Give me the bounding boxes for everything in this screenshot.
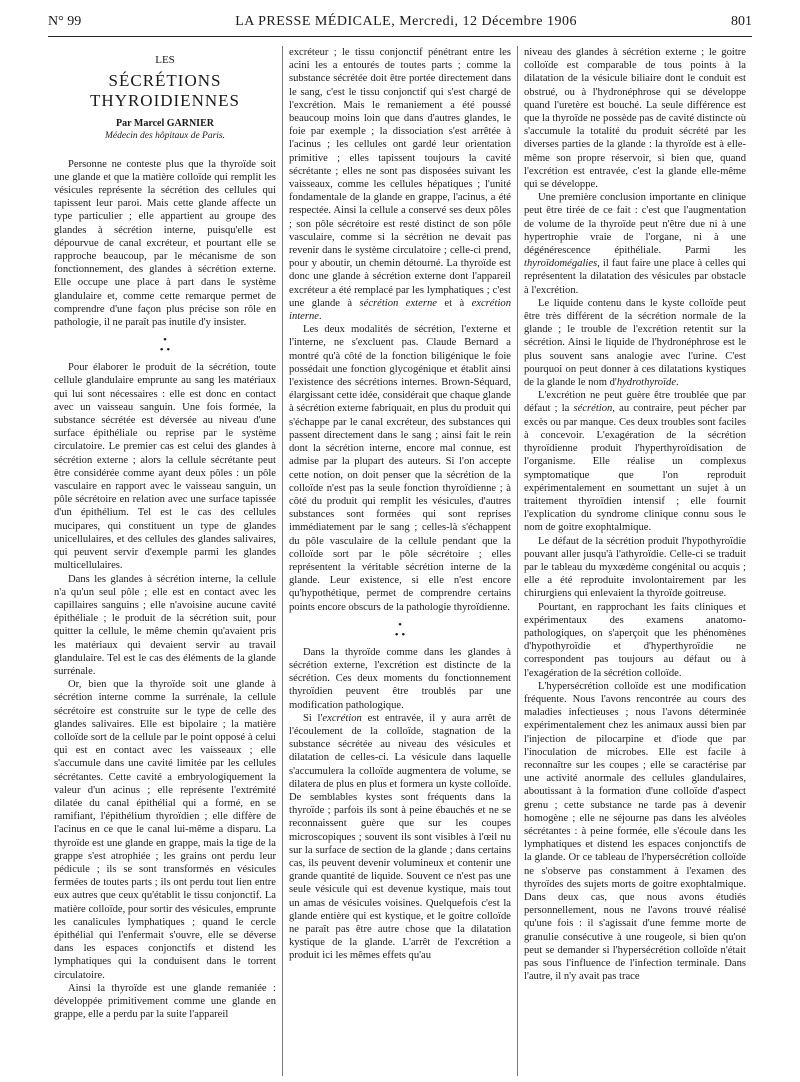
text-run: Une première conclusion importante en clinique peut être tirée de ce fait : c'est que l'augmentation de volume de la thyroïde peut n'être due ni à une hypertrophie vraie de l'organe, ni à une dégénérescence épithéliale. Parmi les bbox=[524, 192, 746, 257]
text-run: . bbox=[319, 311, 322, 323]
paragraph: Pourtant, en rapprochant les faits cliniques et expérimentaux des examens anatomo-pathologiques, on s'aperçoit que les phénomènes d'hypothyroïdie et d'hyperthyroïdie ne correspondent pas toujours au défaut ou à l'exagération de la sécrétion colloïde. bbox=[524, 601, 746, 679]
column-2 bbox=[282, 46, 517, 1076]
article-kicker: LES bbox=[155, 54, 175, 66]
paragraph bbox=[524, 297, 746, 389]
paragraph: Personne ne conteste plus que la thyroïde soit une glande et que la matière colloïde qui remplit les vésicules représente la sécrétion des cellules qui tapissent leur paroi. Mais cette glande affecte un type particulier ; elle appartient au groupe des glandes à sécrétion interne, puisqu'elle est dépourvue de canal excréteur, et pourtant elle se rapproche beaucoup, par le mécanisme de son fonctionnement, des glandes à sécrétion externe. Elle occupe une place à part dans le système glandulaire et, comme cette remarque permet de comprendre d'une façon plus précise son rôle en pathologie, il ne paraît pas inutile d'y insister. bbox=[54, 158, 276, 329]
italic-term: sécrétion bbox=[573, 403, 613, 415]
italic-term: sécrétion externe bbox=[359, 297, 437, 309]
italic-term: excrétion interne bbox=[289, 297, 511, 323]
article-author: Par Marcel GARNIER bbox=[116, 118, 214, 130]
paragraph: Dans la thyroïde comme dans les glandes à sécrétion externe, l'excrétion est distincte de la sécrétion. Ces deux moments du fonctionnement thyroïdien peuvent être troublés par une modification pathologique. bbox=[289, 646, 511, 711]
paragraph: Pour élaborer le produit de la sécrétion, toute cellule glandulaire emprunte au sang les matériaux qui lui sont nécessaires : elle est donc en contact avec un vaisseau sanguin. Une fois formée, la substance sécrétée est déversée au niveau d'une surface épithéliale ou reprise par le système circulatoire. Le premier cas est celui des glandes à sécrétion externe ; alors la cellule sécrétante peut être considérée comme ayant deux pôles : un pôle vasculaire en rapport avec le vaisseau sanguin, un pôle sécrétoire en relation avec une surface tapissée d'un épithélium. Tel est le cas des cellules mucipares, qui constituent un type de glandes unicellulaires, et des cellules des glandes salivaires, qui peuvent servir d'exemple parmi les glandes multicellulaires. bbox=[54, 362, 276, 572]
text-run: . bbox=[676, 377, 679, 389]
italic-term: hydrothyroïde bbox=[616, 377, 677, 389]
text-run: , il faut faire une place à celles qui représentent la dilatation des vésicules par obstacle à l'excrétion. bbox=[524, 258, 746, 296]
article-columns bbox=[48, 46, 752, 1076]
section-separator: • • • bbox=[159, 334, 171, 357]
header-rule bbox=[48, 36, 752, 37]
paragraph: Dans les glandes à sécrétion interne, la cellule n'a qu'un seul pôle ; elle est en contact avec les capillaires sanguins ; elle n'avoisine aucune cavité épithéliale ; le produit de la sécrétion suit, pour quitter la cellule, le même chemin qu'avaient pris les matériaux qui devaient servir au travail glandulaire. Tel est le cas des éléments de la glande surrénale. bbox=[54, 573, 276, 677]
paragraph: niveau des glandes à sécrétion externe ; le goitre colloïde est comparable de tous points à la dilatation de la vésicule biliaire dont le conduit est obstrué, ou à l'hydronéphrose qui se développe quand l'uretère est bouché. La seule différence est que la thyroïde ne possède pas de cavité distincte où s'accumule la totalité du produit sécrété par les diverses parties de la glande : la thyroïde est à elle-même son propre réservoir, si bien que, quand l'excrétion est entravée, c'est la glande elle-même qui se développe. bbox=[524, 47, 746, 191]
paragraph: Le défaut de la sécrétion produit l'hypothyroïdie pouvant aller jusqu'à l'athyroïdie. Celle-ci se traduit par le tableau du myxœdème congénital ou acquis ; elle a été reproduite involontairement par les chirurgiens qui enlevaient la thyroïde goitreuse. bbox=[524, 535, 746, 600]
text-run: Le liquide contenu dans le kyste colloïde peut être très différent de la sécrétion normale de la glande ; le trouble de l'excrétion retentit sur la sécrétion. Ainsi le liquide de l'hydronéphrose est le plus souvent sans analogie avec l'urine. C'est pourquoi on peut donner à ces dilatations kystiques de la glande le nom d' bbox=[524, 297, 746, 389]
italic-term: excrétion bbox=[322, 712, 362, 724]
issue-number: N° 99 bbox=[48, 14, 82, 29]
text-run: L'excrétion ne peut guère être troublée que par défaut ; la bbox=[524, 390, 746, 415]
paragraph bbox=[524, 389, 746, 534]
italic-term: thyroïdomégalies bbox=[524, 258, 598, 270]
column-1 bbox=[48, 46, 282, 1076]
running-header bbox=[48, 14, 752, 34]
paragraph bbox=[289, 46, 511, 323]
paragraph: Ainsi la thyroïde est une glande remaniée : développée primitivement comme une glande en grappe, elle a perdu par la suite l'appareil bbox=[54, 982, 276, 1021]
paragraph: Or, bien que la thyroïde soit une glande à sécrétion interne comme la surrénale, la cellule sécrétoire est construite sur le type de celle des glandes salivaires. Elle est bipolaire ; la matière colloïde sort de la cellule par le point opposé à celui qui est en contact avec les vaisseaux ; elle s'accumule dans une cavité limitée par les cellules sécrétantes. Cette cavité a embryologiquement la valeur d'un acinus ; elle représente l'extrémité dilatée du canal épithélial qui a formé, en se ramifiant, l'épithélium thyroïdien ; elle diffère de l'acinus en ce que le canal lui-même a disparu. La thyroïde est une glande en grappe, mais la tige de la grappe s'est atrophiée ; les grains ont perdu leur pédicule ; ils se sont transformés en vésicules fermées de toutes parts ; ils ont perdu tout lien entre eux autres que ceux qu'établit le tissu conjonctif. La matière colloïde, pour sortir des vésicules, emprunte les canalicules lymphatiques ; quand le cercle épithélial qui l'enfermait s'ouvre, elle se déverse dans les espaces conjonctifs et distend les lymphatiques qui la conduisent dans le torrent circulatoire. bbox=[54, 679, 276, 981]
text-run: , au contraire, peut pécher par excès ou par manque. Ces deux troubles sont faciles à concevoir. L'exagération de la sécrétion thyroïdienne produit l'hyperthyroïdisation de l'organisme. Elle réalise un complexus symptomatique que l'on reproduit expérimentalement en soumettant un sujet à un traitement thyroïdien intensif ; elle fournit l'explication du syndrome clinique connu sous le nom de goitre exophtalmique. bbox=[524, 403, 746, 534]
text-run: et à bbox=[436, 297, 472, 309]
section-separator: • • • bbox=[394, 618, 406, 641]
text-run: excréteur ; le tissu conjonctif pénétrant entre les acini les a entourés de toutes parts ; comme la substance sécrétée doit être portée directement dans le sang, c'est le tissu conjonctif qui s'est chargé de l'excrétion. Mais le remaniement a été poussé beaucoup moins loin que dans d'autres glandes, le foie par exemple ; la dissociation s'est arrêtée à l'acinus ; les cellules ont gardé leur orientation primitive ; elles tapissent toujours la cavité sécrétante ; elles ne sont pas disposées suivant les vaisseaux, comme les cellules hépatiques ; l'unité fondamentale de la glande en grappe, l'acinus, a été respectée. Ainsi la cellule a conservé ses deux pôles ; son pôle sécrétoire est resté distinct de son pôle vasculaire, comme si la sécrétion ne devait pas revenir dans le système circulatoire ; celle-ci prend, pour y aboutir, un chemin détourné. La thyroïde est donc une glande à sécrétion externe dont l'appareil excréteur a été remplacé par les lymphatiques ; c'est une glande à bbox=[289, 47, 511, 309]
paragraph: Les deux modalités de sécrétion, l'externe et l'interne, ne s'excluent pas. Claude Bernard a montré qu'à côté de la fonction biligénique le foie possédait une fonction glycogénique et établit ainsi l'existence des sécrétions internes. Brown-Séquard, élargissant cette idée, considérait que chaque glande à sécrétion externe fabriquait, en plus du produit qui s'échappe par le canal excréteur, des substances qui passent directement dans le sang ; ainsi fait le rein dont la sécrétion interne, encore mal connue, est admise par la plupart des auteurs. Si l'on accepte cette notion, on doit penser que la sécrétion de la colloïde n'est pas la seule fonction thyroïdienne ; à côté du produit qui remplit les vésicules, d'autres substances sont formées qui sont reprises immédiatement par le sang ; celles-là s'échappent du pôle vasculaire de la cellule pendant que la colloïde sort par le pôle sécrétoire ; elles représentent la véritable sécrétion interne de la glande. Leur existence, si elle n'est encore qu'hypothétique, permet de comprendre certains points encore obscurs de la pathologie thyroïdienne. bbox=[289, 324, 511, 613]
paragraph: L'hypersécrétion colloïde est une modification fréquente. Nous l'avons rencontrée au cours des maladies infectieuses ; nous l'avons déterminée expérimentalement chez les animaux aussi bien par l'injection de pilocarpine et d'iode que par l'inoculation de microbes. Elle est facile à reconnaître sur les coupes ; elle se caractérise par une activité anormale des cellules glandulaires, aboutissant à la formation d'une colloïde d'aspect grenu ; cette substance ne tarde pas à devenir homogène ; elle ne séjourne pas dans les alvéoles sécrétantes : à peine formée, elle s'écoule dans les lymphatiques et distend les espaces conjonctifs de la glande. Or ce tableau de l'hypersécrétion colloïde ne s'observe pas constamment à l'examen des thyroïdes des sujets morts de goitre exophtalmique. Dans deux cas, que nous avons étudiés personnellement, nous ne l'avons trouvé réalisé qu'une fois : il s'agissait d'une femme morte de granulie consécutive à une rougeole, si bien qu'on peut se demander si l'hypersécrétion colloïde n'était pas sous l'influence de l'infection terminale. Dans l'autre, il n'y avait pas trace bbox=[524, 680, 746, 983]
paragraph bbox=[289, 712, 511, 963]
page-folio: 801 bbox=[731, 14, 752, 29]
author-affiliation: Médecin des hôpitaux de Paris. bbox=[104, 131, 226, 142]
journal-title: LA PRESSE MÉDICALE, Mercredi, 12 Décembre 1906 bbox=[235, 14, 578, 29]
article-title: SÉCRÉTIONS THYROIDIENNES bbox=[90, 71, 240, 111]
text-run: est entravée, il y aura arrêt de l'écoulement de la colloïde, stagnation de la substance sécrétée au niveau des vésicules et dilatation de celles-ci. La vésicule dans laquelle s'accumulera la colloïde augmentera de volume, se dilatera de plus en plus et formera un kyste colloïde. De semblables kystes sont fréquents dans la thyroïde ; parfois ils sont à peine ébauchés et ne se reconnaissent guère que sur les coupes microscopiques ; souvent ils sont visibles à l'œil nu sur la surface de section de la glande ; dans certains cas, ils peuvent devenir volumineux et contenir une grande quantité de liquide. Souvent ce n'est pas une seule vésicule qui est devenue kystique, mais tout un amas de vésicules voisines. Quelquefois c'est la glande entière qui est kystique, et le goitre colloïde ne paraît pas être autre chose que la dilatation kystique de la glande. L'arrêt de l'excrétion a produit ici les mêmes effets qu'au bbox=[289, 712, 511, 962]
paragraph bbox=[524, 191, 746, 297]
text-run: Si l' bbox=[303, 712, 323, 724]
column-3 bbox=[517, 46, 752, 1076]
